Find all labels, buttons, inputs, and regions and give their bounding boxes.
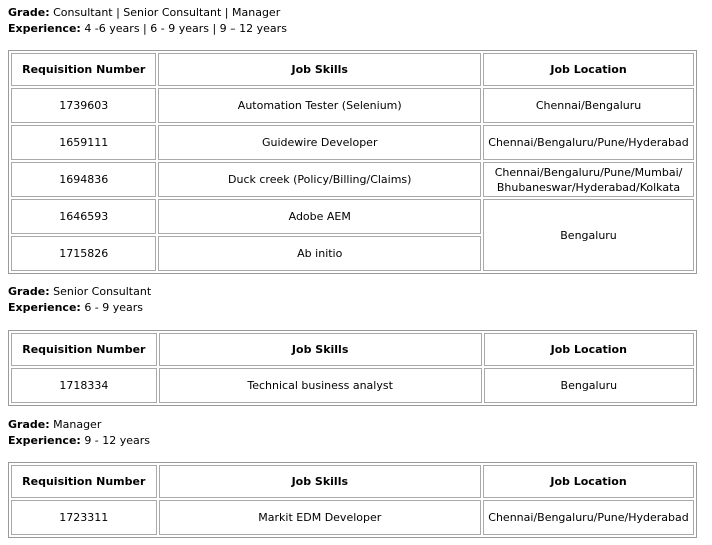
grade-value: Manager bbox=[53, 418, 102, 431]
section2-table bbox=[8, 330, 697, 406]
requisition-number: 1715826 bbox=[11, 236, 156, 271]
table-row bbox=[11, 368, 694, 403]
job-location: Bengaluru bbox=[484, 368, 694, 403]
header-job-skills: Job Skills bbox=[159, 333, 482, 366]
header-job-skills: Job Skills bbox=[159, 465, 481, 498]
job-location: Chennai/Bengaluru/Pune/Hyderabad bbox=[483, 125, 694, 160]
location-line: Chennai/Bengaluru/Pune/Mumbai/ bbox=[494, 165, 683, 179]
experience-label: Experience: bbox=[8, 434, 81, 447]
job-skill: Automation Tester (Selenium) bbox=[158, 88, 481, 123]
experience-label: Experience: bbox=[8, 22, 81, 35]
section3-meta bbox=[8, 417, 150, 449]
requisition-number: 1694836 bbox=[11, 162, 156, 197]
header-requisition-number: Requisition Number bbox=[11, 53, 156, 86]
header-job-location: Job Location bbox=[483, 465, 694, 498]
section3-table bbox=[8, 462, 697, 538]
table-header-row bbox=[11, 465, 694, 498]
header-job-location: Job Location bbox=[483, 53, 694, 86]
table-row bbox=[11, 162, 694, 197]
grade-label: Grade: bbox=[8, 6, 50, 19]
experience-value: 9 - 12 years bbox=[84, 434, 151, 447]
table-row bbox=[11, 199, 694, 234]
section2-grade bbox=[8, 284, 151, 300]
job-skill: Technical business analyst bbox=[159, 368, 482, 403]
header-job-location: Job Location bbox=[484, 333, 694, 366]
table-row bbox=[11, 500, 694, 535]
job-skill: Ab initio bbox=[158, 236, 481, 271]
job-skill: Duck creek (Policy/Billing/Claims) bbox=[158, 162, 481, 197]
experience-value: 6 - 9 years bbox=[84, 301, 144, 314]
job-location: Chennai/Bengaluru bbox=[483, 88, 694, 123]
section1-experience bbox=[8, 21, 287, 37]
table-row bbox=[11, 88, 694, 123]
experience-value: 4 -6 years | 6 - 9 years | 9 – 12 years bbox=[84, 22, 287, 35]
grade-label: Grade: bbox=[8, 418, 50, 431]
table-header-row bbox=[11, 53, 694, 86]
section1-meta bbox=[8, 5, 287, 37]
grade-value: Senior Consultant bbox=[53, 285, 152, 298]
section2-meta bbox=[8, 284, 151, 316]
requisition-number: 1718334 bbox=[11, 368, 157, 403]
experience-label: Experience: bbox=[8, 301, 81, 314]
job-location-merged: Bengaluru bbox=[483, 199, 694, 271]
section3-experience bbox=[8, 433, 150, 449]
job-location: Chennai/Bengaluru/Pune/Hyderabad bbox=[483, 500, 694, 535]
job-location bbox=[483, 162, 694, 197]
job-skill: Markit EDM Developer bbox=[159, 500, 481, 535]
requisition-number: 1646593 bbox=[11, 199, 156, 234]
section3-grade bbox=[8, 417, 150, 433]
header-requisition-number: Requisition Number bbox=[11, 333, 157, 366]
section1-grade bbox=[8, 5, 287, 21]
requisition-number: 1739603 bbox=[11, 88, 156, 123]
requisition-number: 1659111 bbox=[11, 125, 156, 160]
section2-experience bbox=[8, 300, 151, 316]
table-row bbox=[11, 125, 694, 160]
header-requisition-number: Requisition Number bbox=[11, 465, 157, 498]
job-skill: Guidewire Developer bbox=[158, 125, 481, 160]
grade-label: Grade: bbox=[8, 285, 50, 298]
location-line: Bhubaneswar/Hyderabad/Kolkata bbox=[496, 180, 681, 194]
grade-value: Consultant | Senior Consultant | Manager bbox=[53, 6, 281, 19]
requisition-number: 1723311 bbox=[11, 500, 157, 535]
section1-table bbox=[8, 50, 697, 274]
header-job-skills: Job Skills bbox=[158, 53, 481, 86]
job-skill: Adobe AEM bbox=[158, 199, 481, 234]
table-header-row bbox=[11, 333, 694, 366]
